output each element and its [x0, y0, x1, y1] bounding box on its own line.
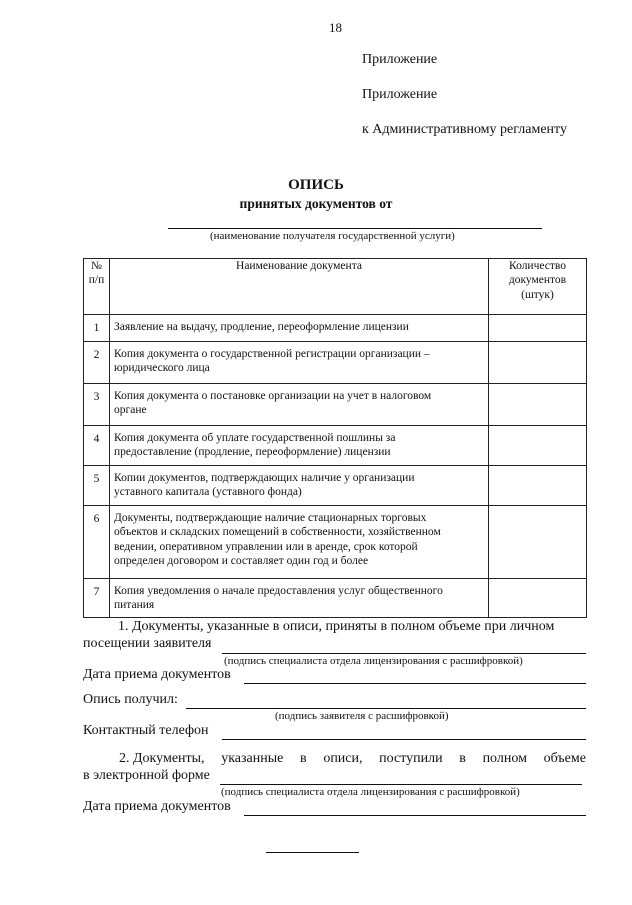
contact-phone-line: [222, 739, 586, 740]
in-person-label: посещении заявителя: [83, 636, 212, 651]
electronic-statement-word-8: объеме: [543, 751, 586, 766]
documents-table: [83, 258, 587, 618]
receipt-date-label-1: Дата приема документов: [83, 667, 231, 682]
row-document-name: Копии документов, подтверждающих наличие у организации уставного капитала (уставного фонда): [110, 466, 489, 506]
electronic-statement-word-1: Документы,: [133, 751, 205, 766]
row-quantity: [489, 426, 587, 466]
table-row: [84, 315, 587, 342]
specialist-signature-line-2: [220, 784, 582, 785]
row-quantity: [489, 506, 587, 579]
row-quantity: [489, 384, 587, 426]
applicant-signature-caption: (подпись заявителя с расшифровкой): [275, 710, 449, 722]
row-number: 5: [84, 466, 110, 506]
row-number: 4: [84, 426, 110, 466]
table-row: [84, 579, 587, 618]
recipient-name-line: [168, 228, 542, 229]
electronic-statement: [83, 751, 586, 767]
closing-separator: [266, 852, 359, 853]
specialist-signature-caption-2: (подпись специалиста отдела лицензирования с расшифровкой): [221, 786, 520, 798]
recipient-caption: (наименование получателя государственной услуги): [210, 230, 455, 242]
inventory-received-label: Опись получил:: [83, 692, 178, 707]
appendix-reference: к Административному регламенту: [362, 122, 567, 137]
electronic-statement-word-3: в: [300, 751, 307, 766]
table-header-row: [84, 259, 587, 315]
row-number: 3: [84, 384, 110, 426]
header-quantity: [489, 259, 587, 315]
header-document-name: [110, 259, 489, 315]
page-number: 18: [329, 20, 342, 35]
header-quantity-text: Количество документов (штук): [508, 260, 567, 301]
appendix-label-2: Приложение: [362, 87, 438, 102]
header-number: [84, 259, 110, 315]
row-document-name: Копия уведомления о начале предоставления услуг общественного питания: [110, 579, 489, 618]
row-document-name: Копия документа о государственной регистрации организации – юридического лица: [110, 342, 489, 384]
table-row: [84, 426, 587, 466]
table-row: [84, 466, 587, 506]
document-title: ОПИСЬ: [288, 177, 344, 193]
table-row: [84, 384, 587, 426]
contact-phone-label: Контактный телефон: [83, 723, 209, 738]
electronic-statement-word-2: указанные: [221, 751, 284, 766]
row-quantity: [489, 466, 587, 506]
row-quantity: [489, 579, 587, 618]
table-row: [84, 342, 587, 384]
table-row: [84, 506, 587, 579]
electronic-statement-word-4: описи,: [323, 751, 363, 766]
electronic-form-label: в электронной форме: [83, 768, 210, 783]
document-subtitle: принятых документов от: [239, 196, 393, 211]
specialist-signature-caption-1: (подпись специалиста отдела лицензирования с расшифровкой): [224, 655, 523, 667]
row-document-name: Заявление на выдачу, продление, переоформление лицензии: [110, 315, 489, 342]
receipt-date-line-2: [244, 815, 586, 816]
row-number: 2: [84, 342, 110, 384]
row-document-name: Копия документа об уплате государственной пошлины за предоставление (продление, переоформление) лицензии: [110, 426, 489, 466]
electronic-statement-word: [83, 751, 205, 767]
electronic-statement-word-6: в: [459, 751, 466, 766]
electronic-statement-number: 2.: [119, 751, 130, 766]
row-quantity: [489, 315, 587, 342]
header-name-text: Наименование документа: [236, 260, 362, 272]
row-quantity: [489, 342, 587, 384]
row-document-name: Документы, подтверждающие наличие стационарных торговых объектов и складских помещений в собственности, хозяйственном ведении, оперативном управлении или в аренде, срок которой определен договором и составляет один год и более: [110, 506, 489, 579]
receipt-date-line-1: [244, 683, 586, 684]
row-number: 6: [84, 506, 110, 579]
receipt-date-label-2: Дата приема документов: [83, 799, 231, 814]
specialist-signature-line-1: [222, 653, 586, 654]
header-number-text: № п/п: [88, 260, 105, 287]
row-number: 7: [84, 579, 110, 618]
in-person-statement: 1. Документы, указанные в описи, приняты в полном объеме при личном: [118, 619, 555, 634]
electronic-statement-word-5: поступили: [379, 751, 443, 766]
appendix-label-1: Приложение: [362, 52, 438, 67]
applicant-signature-line: [186, 708, 586, 709]
row-document-name: Копия документа о постановке организации на учет в налоговом органе: [110, 384, 489, 426]
row-number: 1: [84, 315, 110, 342]
electronic-statement-word-7: полном: [482, 751, 527, 766]
